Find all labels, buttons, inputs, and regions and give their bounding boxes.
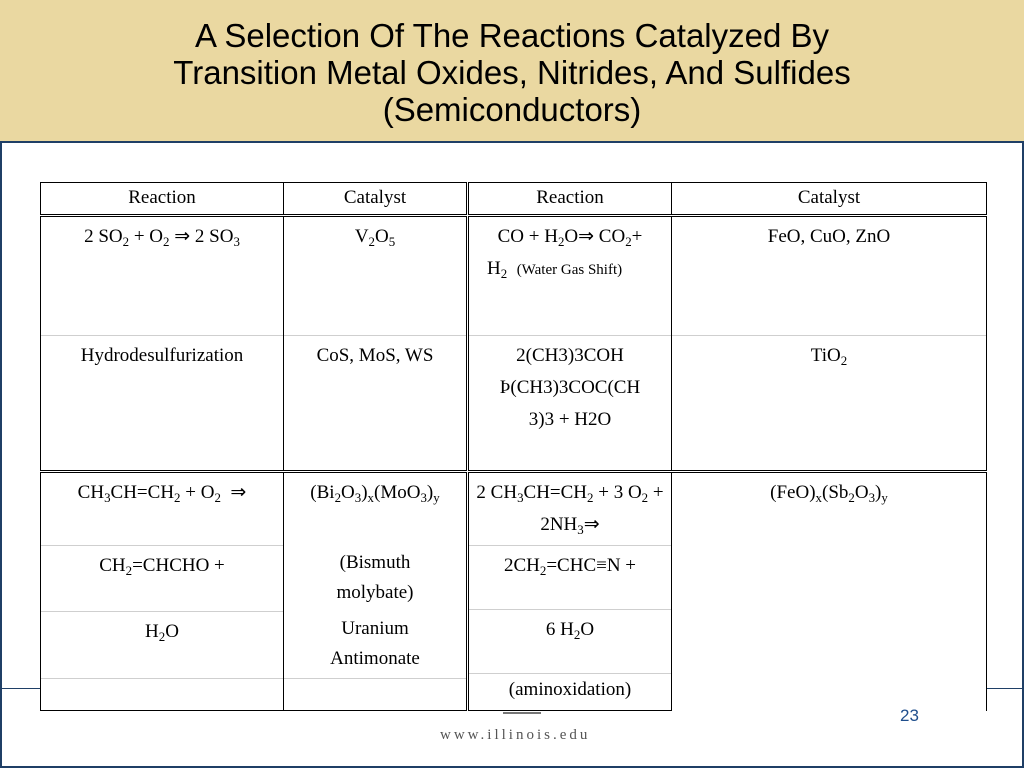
- catalyst-cell: [284, 612, 467, 679]
- reaction-cell: $CH_2=CHCHO$ +: [41, 546, 284, 612]
- reaction-cell: [469, 336, 672, 472]
- catalyst-line: molybate): [336, 581, 414, 603]
- catalyst-cell: $(FeO)_x(Sb_2O_3)_y$: [672, 472, 987, 711]
- table-row: [41, 336, 467, 472]
- catalyst-line: (Bismuth: [339, 551, 411, 573]
- catalyst-cell: [284, 678, 467, 710]
- header-catalyst: Catalyst: [284, 183, 467, 216]
- reaction-line: 3)3 + H2O: [528, 409, 612, 430]
- catalyst-line: Antimonate: [330, 647, 420, 669]
- catalyst-line: Uranium: [341, 617, 409, 639]
- footer-divider-right: [986, 688, 1022, 689]
- table-row: [41, 216, 467, 336]
- reaction-cell: 2 $CH_3CH=CH_2 + 3$ $O_2$ + $2NH_3\Rightarrow$: [469, 472, 672, 546]
- catalyst-cell: $(Bi_2O_3)_x(MoO_3)_y$: [284, 472, 467, 546]
- footer-divider-left: [2, 688, 42, 689]
- reactions-table-right: [468, 182, 987, 711]
- water-gas-shift-note: (Water Gas Shift): [516, 262, 623, 278]
- table-header-row: [469, 183, 987, 216]
- footer-logo-mark: [503, 700, 541, 714]
- reaction-line: 2(CH3)3COH: [516, 345, 624, 366]
- table-row: [469, 472, 987, 546]
- reaction-cell: (aminoxidation): [469, 674, 672, 711]
- reaction-cell: $2CH_2=CHC\equiv N$ +: [469, 546, 672, 610]
- reaction-cell: $CH_3CH=CH_2 + O_2$ ⇒: [41, 472, 284, 546]
- table-row: [469, 336, 987, 472]
- reaction-cell: [41, 678, 284, 710]
- footer-url: www.illinois.edu: [440, 727, 591, 743]
- catalyst-cell: CoS, MoS, WS: [284, 336, 467, 472]
- reaction-cell: Hydrodesulfurization: [41, 336, 284, 472]
- header-reaction: Reaction: [41, 183, 284, 216]
- reaction-line: Þ(CH3)3COC(CH: [499, 377, 641, 398]
- title-line-1: A Selection Of The Reactions Catalyzed By: [194, 17, 830, 54]
- reaction-cell: 2 $SO_2 + O_2$ ⇒ 2 $SO_3$: [41, 216, 284, 336]
- slide-title: [0, 0, 1024, 143]
- table-header-row: [41, 183, 467, 216]
- catalyst-cell: $V_2O_5$: [284, 216, 467, 336]
- title-line-3: (Semiconductors): [382, 91, 642, 128]
- table-row: [41, 678, 467, 710]
- reaction-cell: $H_2O$: [41, 612, 284, 679]
- table-row: [41, 472, 467, 546]
- catalyst-cell: FeO, CuO, ZnO: [672, 216, 987, 336]
- reaction-cell: CO + $H_2O\Rightarrow$ $CO_2+$ $H_2$ (Water Gas Shift): [469, 216, 672, 336]
- catalyst-cell: [284, 546, 467, 612]
- table-row: [469, 216, 987, 336]
- reactions-table-left: [40, 182, 467, 711]
- header-catalyst: Catalyst: [672, 183, 987, 216]
- catalyst-cell: TiO$_2$: [672, 336, 987, 472]
- title-line-2: Transition Metal Oxides, Nitrides, And Sulfides: [173, 54, 851, 91]
- header-reaction: Reaction: [469, 183, 672, 216]
- reaction-cell: 6 $H_2O$: [469, 610, 672, 674]
- page-number: 23: [900, 706, 919, 725]
- table-row: [41, 612, 467, 679]
- table-row: [41, 546, 467, 612]
